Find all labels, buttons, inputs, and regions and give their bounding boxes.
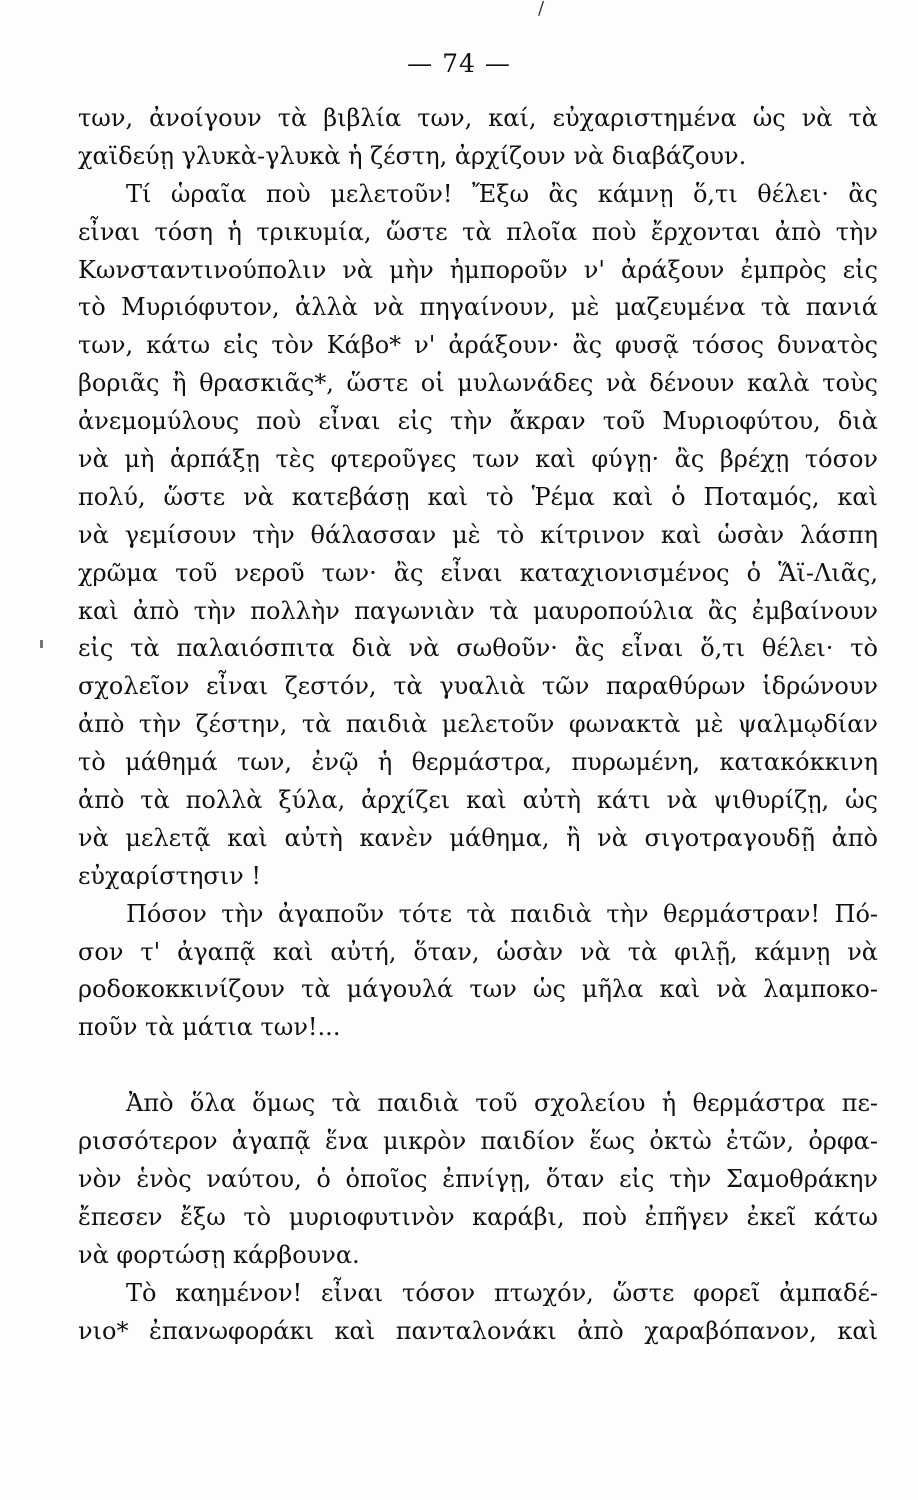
paragraph: [78, 896, 878, 1048]
text-line: ἀπὸ τὰ πολλὰ ξύλα, ἀρχίζει καὶ αὐτὴ κάτι νὰ ψιθυρίζῃ, ὡς: [78, 786, 878, 815]
text-line: εἶναι τόση ἡ τρικυμία, ὥστε τὰ πλοῖα ποὺ ἔρχονται ἀπὸ τὴν: [78, 217, 878, 246]
text-line: ρισσότερον ἀγαπᾷ ἕνα μικρὸν παιδίον ἕως ὀκτὼ ἐτῶν, ὀρφα-: [78, 1127, 878, 1156]
text-line: νὰ φορτώσῃ κάρβουνα.: [78, 1240, 360, 1269]
body-text: [78, 100, 878, 1351]
text-line: νὰ γεμίσουν τὴν θάλασσαν μὲ τὸ κίτρινον καὶ ὡσὰν λάσπη: [78, 520, 878, 549]
text-line: ποῦν τὰ μάτια των!...: [78, 1013, 341, 1042]
text-line: πολύ, ὥστε νὰ κατεβάσῃ καὶ τὸ Ῥέμα καὶ ὁ Ποταμός, καὶ: [78, 482, 878, 511]
margin-speck: [40, 640, 43, 648]
paragraph: [78, 176, 878, 896]
text-line: νιο* ἐπανωφοράκι καὶ πανταλονάκι ἀπὸ χαραβόπανον, καὶ: [78, 1316, 878, 1345]
text-line: νὰ μὴ ἁρπάξῃ τὲς φτεροῦγες των καὶ φύγῃ· ἂς βρέχῃ τόσον: [78, 445, 878, 474]
text-line: τὸ μάθημά των, ἐνῷ ἡ θερμάστρα, πυρωμένη, κατακόκκινη: [78, 748, 878, 777]
text-line: Πόσον τὴν ἀγαποῦν τότε τὰ παιδιὰ τὴν θερμάστραν! Πό-: [126, 899, 878, 928]
paragraph: [78, 1275, 878, 1351]
text-line: εὐχαρίστησιν !: [78, 861, 261, 890]
text-line: βοριᾶς ἢ θρασκιᾶς*, ὥστε οἱ μυλωνάδες νὰ δένουν καλὰ τοὺς: [78, 369, 878, 398]
paragraph: [78, 1085, 878, 1274]
section-gap: [78, 1047, 878, 1085]
text-line: Τί ὡραῖα ποὺ μελετοῦν! Ἔξω ἂς κάμνῃ ὅ,τι θέλει· ἂς: [126, 179, 878, 208]
text-line: καὶ ἀπὸ τὴν πολλὴν παγωνιὰν τὰ μαυροπούλια ἂς ἐμβαίνουν: [78, 596, 878, 625]
text-line: Τὸ καημένον! εἶναι τόσον πτωχόν, ὥστε φορεῖ ἀμπαδέ-: [126, 1278, 878, 1307]
text-line: των, κάτω εἰς τὸν Κάβο* ν' ἀράξουν· ἂς φυσᾷ τόσος δυνατὸς: [78, 331, 878, 360]
text-line: εἰς τὰ παλαιόσπιτα διὰ νὰ σωθοῦν· ἂς εἶναι ὅ,τι θέλει· τὸ: [78, 634, 878, 663]
text-line: σχολεῖον εἶναι ζεστόν, τὰ γυαλιὰ τῶν παραθύρων ἱδρώνουν: [78, 672, 878, 701]
page-number: — 74 —: [407, 49, 511, 78]
text-line: νὸν ἑνὸς ναύτου, ὁ ὁποῖος ἐπνίγῃ, ὅταν εἰς τὴν Σαμοθράκην: [78, 1165, 878, 1194]
text-line: Ἀπὸ ὅλα ὅμως τὰ παιδιὰ τοῦ σχολείου ἡ θερμάστρα πε-: [126, 1089, 878, 1118]
text-line: ἀπὸ τὴν ζέστην, τὰ παιδιὰ μελετοῦν φωνακτὰ μὲ ψαλμῳδίαν: [78, 710, 878, 739]
text-line: ἀνεμομύλους ποὺ εἶναι εἰς τὴν ἄκραν τοῦ Μυριοφύτου, διὰ: [78, 407, 878, 436]
text-line: Κωνσταντινούπολιν νὰ μὴν ἠμποροῦν ν' ἀράξουν ἐμπρὸς εἰς: [78, 255, 878, 284]
text-line: χαϊδεύῃ γλυκὰ-γλυκὰ ἡ ζέστη, ἀρχίζουν νὰ διαβάζουν.: [78, 141, 747, 170]
text-line: ἔπεσεν ἔξω τὸ μυριοφυτινὸν καράβι, ποὺ ἐπῆγεν ἐκεῖ κάτω: [78, 1202, 878, 1231]
margin-stray-mark: /: [538, 0, 545, 19]
text-line: σον τ' ἀγαπᾷ καὶ αὐτή, ὅταν, ὡσὰν νὰ τὰ φιλῇ, κάμνῃ νὰ: [78, 937, 878, 966]
text-line: χρῶμα τοῦ νεροῦ των· ἂς εἶναι καταχιονισμένος ὁ Ἅϊ-Λιᾶς,: [78, 558, 878, 587]
text-line: των, ἀνοίγουν τὰ βιβλία των, καί, εὐχαριστημένα ὡς νὰ τὰ: [78, 104, 878, 132]
text-line: τὸ Μυριόφυτον, ἀλλὰ νὰ πηγαίνουν, μὲ μαζευμένα τὰ πανιά: [78, 293, 878, 322]
paragraph: [78, 100, 878, 176]
text-line: νὰ μελετᾷ καὶ αὐτὴ κανὲν μάθημα, ἢ νὰ σιγοτραγουδῇ ἀπὸ: [78, 823, 878, 852]
text-line: ροδοκοκκινίζουν τὰ μάγουλά των ὡς μῆλα καὶ νὰ λαμποκο-: [78, 975, 878, 1004]
